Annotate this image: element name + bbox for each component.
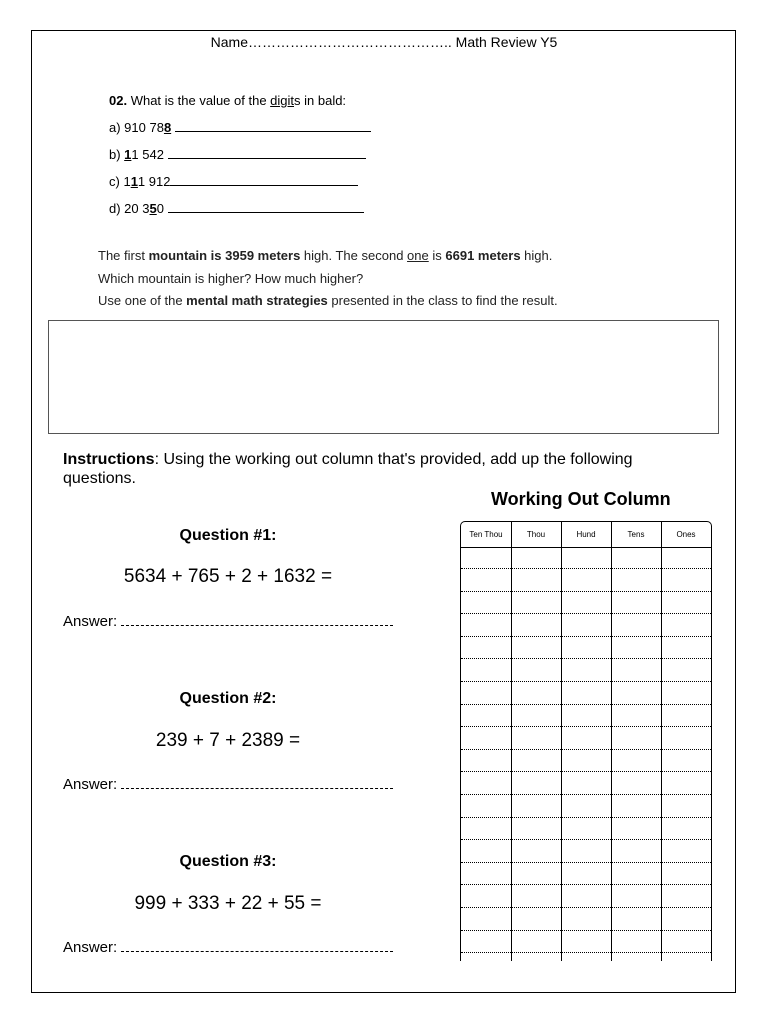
q2-d-number-post: 0 [156,201,168,216]
grid-row-line [461,681,711,682]
grid-row-line [461,930,711,931]
text-bold: 6691 meters [445,248,521,263]
grid-column-divider [661,522,662,961]
instructions-text: : Using the working out column that's provided, add up the following questions. [63,451,633,487]
q2-c-number-pre: 1 [123,174,131,189]
q2-d-label: d) [109,201,125,216]
header-title: Name…………………………………….. Math Review Y5 [210,34,558,50]
grid-row-line [461,952,711,953]
text: : [271,853,277,870]
col-header-thou: Thou [526,530,546,539]
q2-item-b [109,146,366,162]
text: presented in the class to find the result. [327,293,558,308]
q2-number: 02. [109,93,128,108]
mountain-line-2: Which mountain is higher? How much higher? [98,271,364,286]
mountain-answer-box[interactable] [48,320,719,434]
grid-column-divider [511,522,512,961]
question-1-title [58,527,398,545]
grid-row-line [461,884,711,885]
text-underlined: one [407,248,429,263]
col-header-tens: Tens [627,530,645,539]
grid-row-line [461,658,711,659]
text: is [428,248,446,263]
instructions [63,450,683,488]
text: Question #1 [179,527,272,544]
q2-a-label: a) [109,120,125,135]
q2-d-digit: 5 [149,201,157,216]
grid-row-line [461,794,711,795]
q2-a-digit: 8 [163,120,172,135]
question-3-equation: 999 + 333 + 22 + 55 = [134,893,322,914]
text: Question #3 [179,853,272,870]
text: The first [98,248,149,263]
answer-line[interactable] [121,774,393,789]
question-1-equation: 5634 + 765 + 2 + 1632 = [123,566,333,587]
text-bold: mental math strategies [186,293,328,308]
grid-row-line [461,817,711,818]
answer-line[interactable] [121,611,393,626]
q2-item-d [109,200,364,216]
text: Use one of the [98,293,187,308]
q2-item-c [109,173,358,189]
text: high. [520,248,553,263]
grid-row-line [461,771,711,772]
q2-prompt-digits: digit [270,93,295,108]
grid-row-line [461,704,711,705]
q2-c-digit: 1 [130,174,138,189]
grid-row-line [461,839,711,840]
grid-row-line [461,862,711,863]
question-2-answer [63,774,393,793]
col-header-hund: Hund [576,530,596,539]
q2-b-number: 1 542 [131,147,168,162]
mountain-line-1 [98,248,552,263]
grid-column-divider [611,522,612,961]
text: : [271,527,277,544]
working-out-title: Working Out Column [491,489,671,509]
q2-c-answer-line[interactable] [170,173,358,186]
q2-b-answer-line[interactable] [168,146,366,159]
question-2-equation: 239 + 7 + 2389 = [155,730,301,751]
grid-row-line [461,636,711,637]
q2-prompt [109,93,346,108]
grid-row-line [461,613,711,614]
q2-c-number-post: 1 912 [137,174,171,189]
text-bold: mountain is 3959 meters [148,248,301,263]
q2-c-label: c) [109,174,124,189]
q2-prompt-post: s in bald: [294,93,347,108]
q2-d-number-pre: 20 3 [124,201,150,216]
q2-b-label: b) [109,147,125,162]
mountain-line-3 [98,293,558,308]
q2-a-number: 910 78 [124,120,164,135]
text: Question #2 [179,690,272,707]
answer-line[interactable] [121,937,393,952]
working-out-grid[interactable] [460,521,712,961]
q2-item-a [109,119,371,135]
q2-d-answer-line[interactable] [168,200,364,213]
q2-prompt-pre: What is the value of the [127,93,271,108]
text: : [271,690,277,707]
grid-row-line [461,726,711,727]
question-1-answer [63,611,393,630]
answer-label: Answer: [63,939,122,956]
answer-label: Answer: [63,776,122,793]
col-header-ones: Ones [676,530,696,539]
grid-row-line [461,907,711,908]
grid-row-line [461,749,711,750]
answer-label: Answer: [63,613,122,630]
col-header-ten-thou: Ten Thou [469,530,503,539]
text: high. The second [300,248,408,263]
question-3-answer [63,937,393,956]
q2-b-digit: 1 [124,147,132,162]
question-3-title [58,853,398,871]
instructions-label: Instructions [63,451,155,468]
question-2-title [58,690,398,708]
grid-row-line [461,591,711,592]
grid-column-divider [561,522,562,961]
q2-a-answer-line[interactable] [175,119,371,132]
grid-header-divider [461,547,711,548]
grid-row-line [461,568,711,569]
